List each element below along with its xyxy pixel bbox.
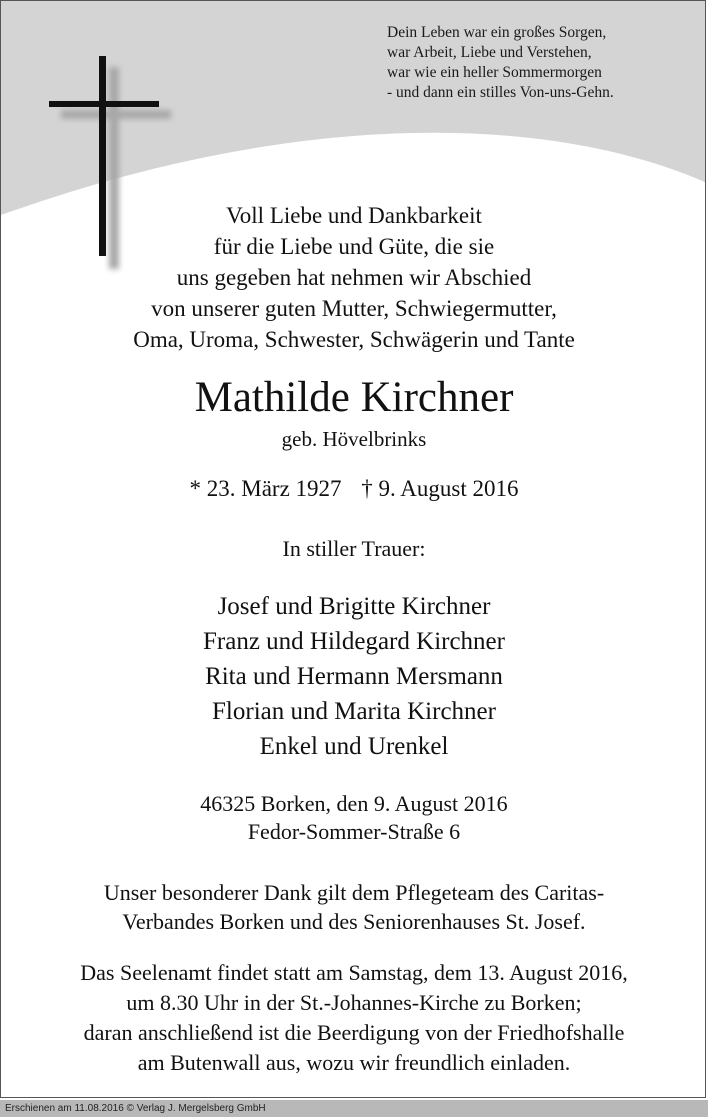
- intro-line: für die Liebe und Güte, die sie: [213, 234, 495, 259]
- address-line: Fedor-Sommer-Straße 6: [247, 819, 461, 844]
- family-list: [1, 589, 706, 764]
- service-line: um 8.30 Uhr in der St.-Johannes-Kirche zu Borken;: [126, 990, 582, 1015]
- thanks-note: [1, 878, 706, 936]
- poem-line: war wie ein heller Sommermorgen: [387, 64, 602, 81]
- family-member: Rita und Hermann Mersmann: [205, 663, 503, 690]
- intro-line: von unserer guten Mutter, Schwiegermutter,: [151, 296, 557, 321]
- life-dates: [1, 474, 706, 504]
- poem-line: war Arbeit, Liebe und Verstehen,: [387, 44, 592, 61]
- family-member: Franz und Hildegard Kirchner: [203, 628, 505, 655]
- intro-text: [1, 200, 706, 355]
- family-member: Enkel und Urenkel: [259, 733, 449, 760]
- death-date: † 9. August 2016: [361, 476, 519, 501]
- poem-line: - und dann ein stilles Von-uns-Gehn.: [387, 84, 614, 101]
- intro-line: Oma, Uroma, Schwester, Schwägerin und Tante: [133, 327, 575, 352]
- deceased-name: Mathilde Kirchner: [194, 374, 514, 421]
- thanks-line: Verbandes Borken und des Seniorenhauses St. Josef.: [122, 909, 586, 934]
- thanks-line: Unser besonderer Dank gilt dem Pflegeteam des Caritas-: [103, 880, 605, 905]
- intro-line: uns gegeben hat nehmen wir Abschied: [176, 265, 532, 290]
- birth-date: * 23. März 1927: [189, 476, 342, 501]
- maiden-name: geb. Hövelbrinks: [281, 427, 427, 451]
- family-member: Florian und Marita Kirchner: [212, 698, 496, 725]
- family-member: Josef und Brigitte Kirchner: [217, 593, 491, 620]
- address-block: [1, 790, 706, 846]
- poem-verse: [387, 23, 687, 103]
- publication-footer: Erschienen am 11.08.2016 © Verlag J. Mergelsberg GmbH: [0, 1100, 708, 1117]
- service-line: am Butenwall aus, wozu wir freundlich einladen.: [137, 1050, 571, 1075]
- address-line: 46325 Borken, den 9. August 2016: [200, 791, 508, 816]
- poem-line: Dein Leben war ein großes Sorgen,: [387, 24, 607, 41]
- mourning-label: In stiller Trauer:: [282, 536, 426, 561]
- service-line: daran anschließend ist die Beerdigung von der Friedhofshalle: [83, 1020, 625, 1045]
- service-line: Das Seelenamt findet statt am Samstag, dem 13. August 2016,: [80, 960, 628, 985]
- service-info: [1, 958, 706, 1078]
- intro-line: Voll Liebe und Dankbarkeit: [226, 203, 482, 228]
